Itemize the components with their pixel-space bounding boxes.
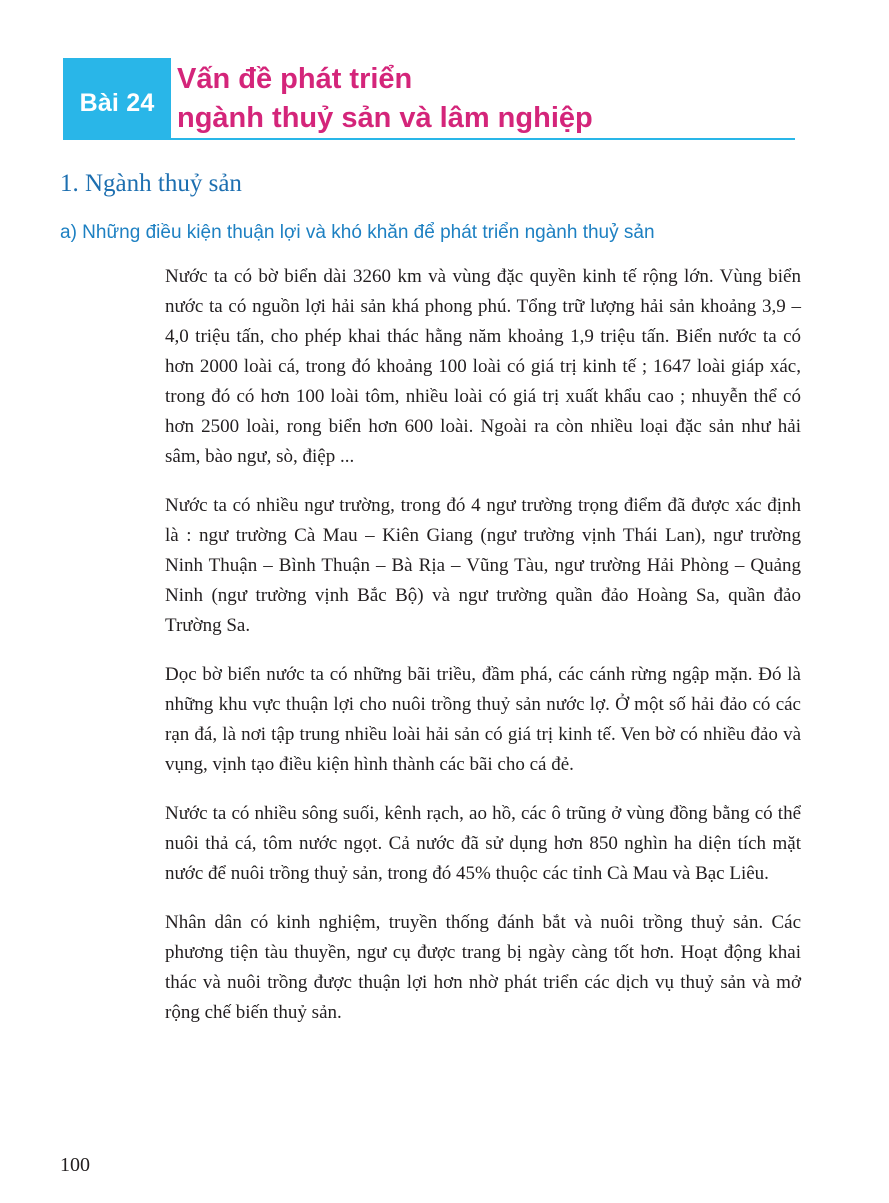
paragraph: Nước ta có nhiều ngư trường, trong đó 4 ngư trường trọng điểm đã được xác định là : ngư trường Cà Mau – Kiên Giang (ngư trường vịnh Thái Lan), ngư trường Ninh Thuận – Bình Thuận – Bà Rịa – Vũng Tàu, ngư trường Hải Phòng – Quảng Ninh (ngư trường vịnh Bắc Bộ) và ngư trường quần đảo Hoàng Sa, quần đảo Trường Sa. [165, 495, 801, 636]
paragraph: Dọc bờ biển nước ta có những bãi triều, đầm phá, các cánh rừng ngập mặn. Đó là những khu vực thuận lợi cho nuôi trồng thuỷ sản nước lợ. Ở một số hải đảo có các rạn đá, là nơi tập trung nhiều loài hải sản có giá trị kinh tế. Ven bờ có nhiều đảo và vụng, vịnh tạo điều kiện hình thành các bãi cho cá đẻ. [165, 664, 801, 775]
subsection-heading: a) Những điều kiện thuận lợi và khó khăn để phát triển ngành thuỷ sản [60, 222, 655, 243]
lesson-badge [63, 58, 171, 140]
page-number: 100 [60, 1154, 90, 1176]
paragraph: Nước ta có nhiều sông suối, kênh rạch, ao hồ, các ô trũng ở vùng đồng bằng có thể nuôi thả cá, tôm nước ngọt. Cả nước đã sử dụng hơn 850 nghìn ha diện tích mặt nước để nuôi trồng thuỷ sản, trong đó 45% thuộc các tỉnh Cà Mau và Bạc Liêu. [165, 803, 801, 884]
paragraph: Nước ta có bờ biển dài 3260 km và vùng đặc quyền kinh tế rộng lớn. Vùng biển nước ta có nguồn lợi hải sản khá phong phú. Tổng trữ lượng hải sản khoảng 3,9 – 4,0 triệu tấn, cho phép khai thác hằng năm khoảng 1,9 triệu tấn. Biển nước ta có hơn 2000 loài cá, trong đó khoảng 100 loài có giá trị kinh tế ; 1647 loài giáp xác, trong đó có hơn 100 loài tôm, nhiều loài có giá trị xuất khẩu cao ; nhuyễn thể có hơn 2500 loài, rong biển hơn 600 loài. Ngoài ra còn nhiều loại đặc sản như hải sâm, bào ngư, sò, điệp ... [165, 266, 801, 467]
lesson-title [177, 60, 817, 138]
paragraph: Nhân dân có kinh nghiệm, truyền thống đánh bắt và nuôi trồng thuỷ sản. Các phương tiện tàu thuyền, ngư cụ được trang bị ngày càng tốt hơn. Hoạt động khai thác và nuôi trồng được thuận lợi hơn nhờ phát triển các dịch vụ thuỷ sản và mở rộng chế biến thuỷ sản. [165, 912, 801, 1023]
section-heading: 1. Ngành thuỷ sản [60, 170, 242, 197]
title-underline [171, 138, 795, 140]
lesson-label: Bài 24 [79, 88, 155, 117]
body-text [165, 262, 801, 1047]
lesson-title-line-1: Vấn đề phát triển [177, 63, 413, 95]
lesson-title-line-2: ngành thuỷ sản và lâm nghiệp [177, 102, 593, 134]
